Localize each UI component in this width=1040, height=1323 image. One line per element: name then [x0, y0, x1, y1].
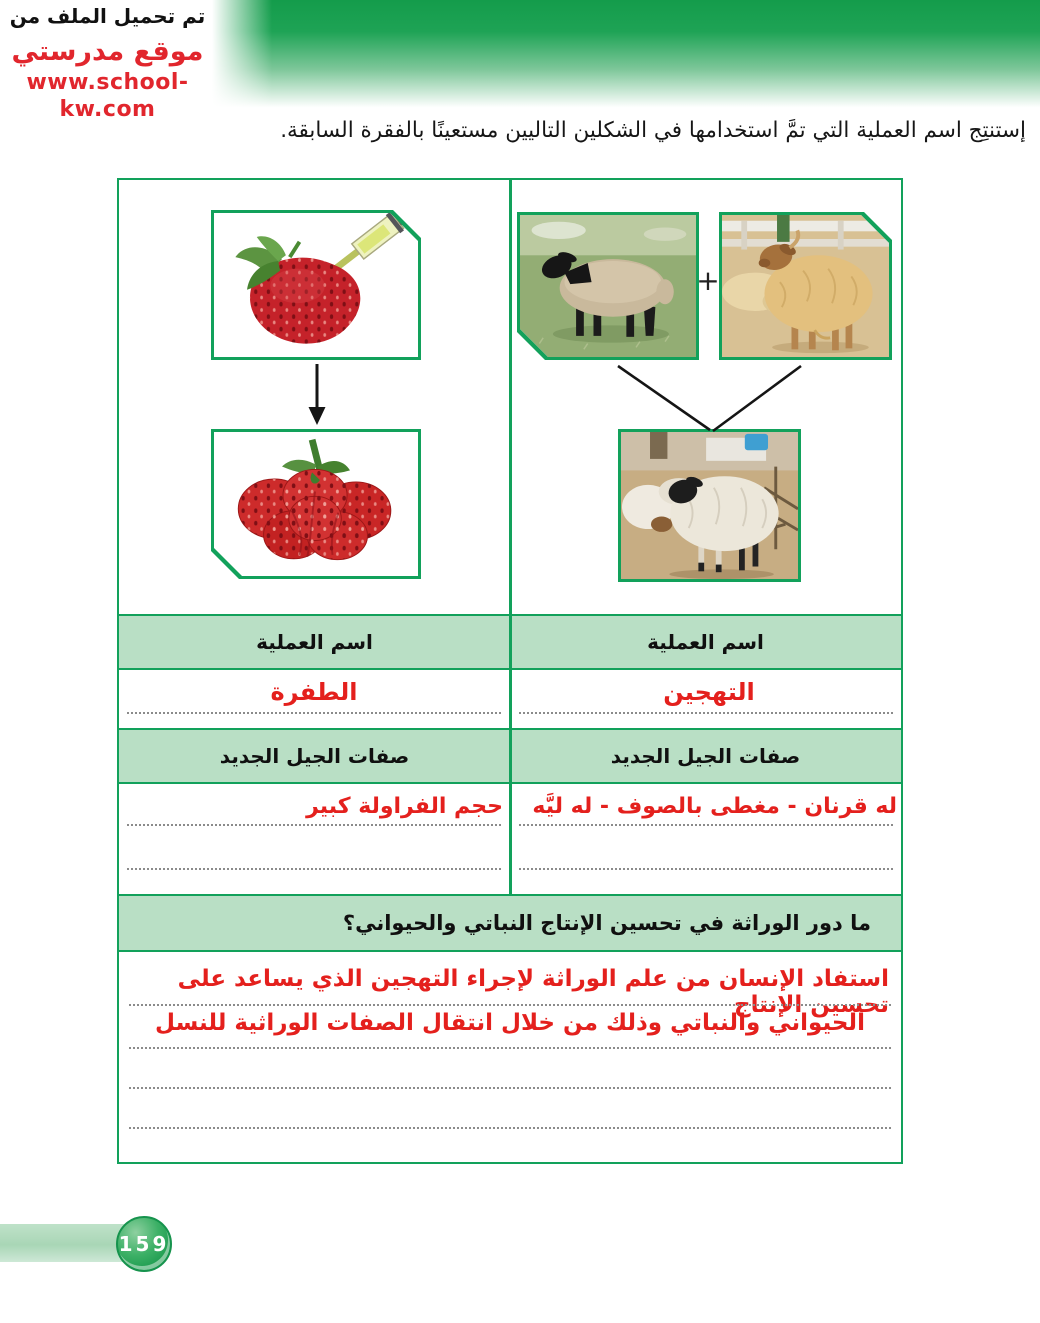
page-number-badge [116, 1216, 172, 1272]
strawberry-syringe-illustration [214, 213, 418, 357]
answer-line [129, 1047, 891, 1049]
hybrid-sheep-photo [618, 429, 801, 582]
genetics-answer-line1: استفاد الإنسان من علم الوراثة لإجراء التهجين الذي يساعد على تحسين الإنتاج [177, 966, 889, 1018]
cross-lines-icon [618, 366, 801, 431]
genetics-answer-line2: الحيواني والنباتي وذلك من خلال انتقال الصفات الوراثية للنسل [155, 1010, 865, 1036]
question-text: ما دور الوراثة في تحسين الإنتاج النباتي والحيواني؟ [342, 911, 871, 935]
process-header-right: اسم العملية [256, 630, 373, 654]
process-answer-mutation: الطفرة [270, 678, 358, 706]
plus-icon: + [696, 264, 720, 297]
answer-line [519, 824, 893, 826]
question-row [119, 894, 901, 952]
black-faced-sheep-illustration [520, 215, 696, 357]
answer-line [127, 868, 501, 870]
banner-site-name: موقع مدرستي [11, 36, 204, 67]
banner-downloaded-from: تم تحميل الملف من [9, 4, 206, 28]
mutated-strawberry-photo [211, 429, 421, 579]
page-number: 159 [118, 1232, 170, 1256]
answer-table [117, 178, 903, 1164]
answer-line [129, 1087, 891, 1089]
strawberry-injection-photo [211, 210, 421, 360]
answer-line [519, 868, 893, 870]
process-answer-hybridization: التهجين [663, 678, 755, 706]
down-arrow-icon [309, 364, 326, 425]
answer-line [129, 1127, 891, 1129]
process-header-left: اسم العملية [647, 630, 764, 654]
site-banner [0, 4, 215, 124]
traits-answer-strawberry: حجم الفراولة كبير [306, 794, 503, 819]
column-divider [509, 180, 512, 896]
footer-bar [0, 1224, 130, 1262]
instruction-text: إستنتِج اسم العملية التي تمَّ استخدامها في الشكلين التاليين مستعينًا بالفقرة السابقة. [280, 118, 1026, 143]
banner-site-url: www.school-kw.com [26, 69, 189, 123]
tan-sheep-illustration [722, 215, 889, 357]
traits-header-right: صفات الجيل الجديد [219, 744, 410, 768]
top-gradient-band-fade [212, 0, 272, 112]
suffolk-sheep-photo [517, 212, 699, 360]
tan-sheep-photo [719, 212, 892, 360]
hybrid-sheep-illustration [621, 432, 798, 579]
mutated-strawberry-illustration [214, 432, 418, 576]
answer-line [129, 1004, 891, 1006]
traits-answer-sheep: له قرنان - مغطى بالصوف - له ليَّه [532, 794, 897, 819]
traits-header-left: صفات الجيل الجديد [610, 744, 801, 768]
answer-line [519, 712, 893, 714]
answer-line [127, 824, 501, 826]
top-gradient-band [212, 0, 1040, 112]
answer-line [127, 712, 501, 714]
